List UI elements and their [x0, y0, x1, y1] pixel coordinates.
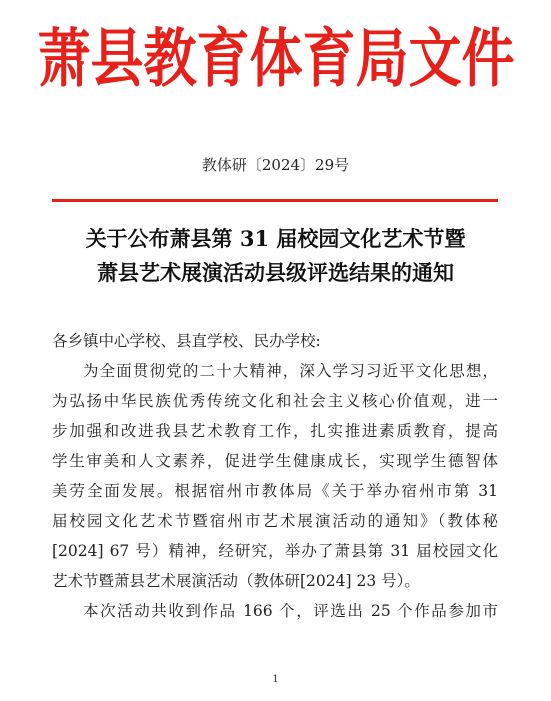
paragraph-1-line: 为全面贯彻党的二十大精神，深入学习习近平文化思想，: [83, 362, 498, 380]
notice-title-line-1: 关于公布萧县第 31 届校园文化艺术节暨: [85, 226, 466, 251]
paragraph-1-line: [2024] 67 号）精神，经研究，举办了萧县第 31 届校园文化: [52, 542, 498, 560]
paragraph-2: [52, 596, 498, 626]
issuer-header-title: 萧县教育体育局文件: [37, 22, 515, 96]
document-number: 教体研〔2024〕29号: [201, 156, 350, 174]
document-body: [52, 326, 498, 626]
paragraph-1-line: 为弘扬中华民族优秀传统文化和社会主义核心价值观，进一: [52, 392, 498, 410]
paragraph-1: [52, 356, 498, 596]
paragraph-1-line: 届校园文化艺术节暨宿州市艺术展演活动的通知》（教体秘: [52, 512, 498, 530]
page-number: 1: [272, 674, 279, 685]
paragraph-2-line: 本次活动共收到作品 166 个，评选出 25 个作品参加市: [83, 602, 498, 620]
notice-title: [0, 222, 551, 290]
paragraph-1-line: 学生审美和人文素养，促进学生健康成长，实现学生德智体: [52, 452, 498, 470]
notice-title-line-2: 萧县艺术展演活动县级评选结果的通知: [97, 260, 454, 285]
paragraph-1-line: 艺术节暨萧县艺术展演活动（教体研[2024] 23 号）。: [52, 572, 420, 590]
red-divider-line: [52, 199, 498, 202]
paragraph-1-line: 步加强和改进我县艺术教育工作，扎实推进素质教育，提高: [52, 422, 498, 440]
paragraph-1-line: 美劳全面发展。根据宿州市教体局《关于举办宿州市第 31: [52, 482, 498, 500]
addressee: 各乡镇中心学校、县直学校、民办学校:: [52, 332, 321, 350]
